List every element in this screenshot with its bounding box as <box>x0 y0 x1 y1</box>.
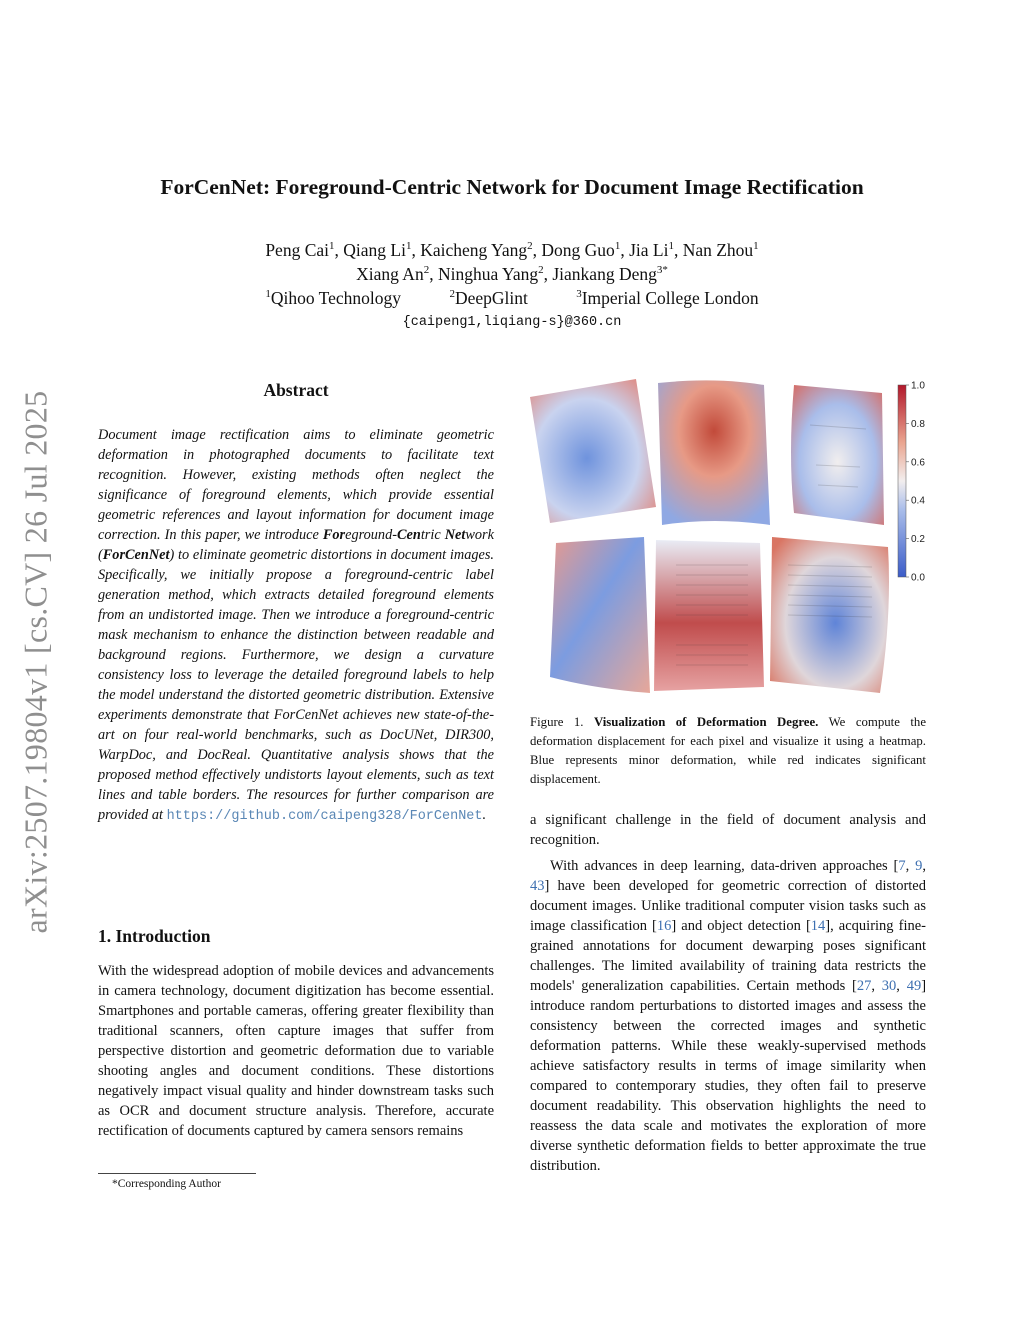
authors-line-2: Xiang An$^2$, Ninghua Yang$^2$, Jiankang Deng$^{3*}$ <box>356 264 668 284</box>
author: Peng Cai$^1$ <box>265 240 335 260</box>
deformed-document-4 <box>550 537 650 693</box>
arxiv-id: arXiv:2507.19804v1 [cs.CV] 26 Jul 2025 <box>17 390 54 934</box>
citation[interactable]: 14 <box>810 918 826 934</box>
author: Ninghua Yang$^2$ <box>437 264 544 284</box>
citation[interactable]: 16 <box>656 918 672 934</box>
deformed-document-2 <box>658 380 770 525</box>
introduction-body: With the widespread adoption of mobile devices and advancements in camera technology, document digitization has become essential. Smartphones and portable cameras, offering greater flexibility than traditional scanners, often capture images that suffer from perspective distortion and geometric deformation due to variable shooting angles and document conditions. These distortions negatively impact visual quality and hinder downstream tasks such as OCR and document structure analysis. Therefore, accurate rectification of documents captured by camera sensors remains <box>98 963 494 1139</box>
author: Jiankang Deng$^{3*}$ <box>552 264 668 284</box>
citation[interactable]: 30 <box>881 978 897 994</box>
deformed-document-3 <box>791 385 884 525</box>
affiliation: $^2$DeepGlint <box>449 288 528 308</box>
colorbar <box>898 385 906 577</box>
colorbar-ticks <box>906 381 925 584</box>
colorbar-tick-label: 0.6 <box>911 457 925 469</box>
deformed-document-1 <box>530 379 656 523</box>
citation[interactable]: 27 <box>856 978 872 994</box>
abstract-body: Document image rectification aims to eliminate geometric deformation in photographed documents to facilitate text recognition. However, existing methods often neglect the significance of foreground elements, which provide essential geometric references and layout information for document image correction. In this paper, we introduce Foreground-Centric Network (ForCenNet) to eliminate geometric distortions in document images. Specifically, we initially propose a foreground-centric label generation method, which extracts detailed foreground elements from an undistorted image. Then we introduce a foreground-centric mask mechanism to enhance the distinction between readable and background regions. Furthermore, we design a curvature consistency loss to leverage the detailed foreground labels to help the model understand the distorted geometric distribution. Extensive experiments demonstrate that ForCenNet achieves new state-of-the-art on four real-world benchmarks, such as DocUNet, DIR300, WarpDoc, and DocReal. Quantitative analysis shows that the proposed method effectively undistorts layout elements, such as text lines and table borders. The resources for further comparison are provided at https://github.com/caipeng328/ForCenNet. <box>98 427 494 824</box>
affiliation: $^1$Qihoo Technology <box>265 288 402 308</box>
footnote-rule <box>98 1173 256 1174</box>
paper-title: ForCenNet: Foreground-Centric Network for Document Image Rectification <box>160 175 864 199</box>
citation[interactable]: 7 <box>898 858 906 874</box>
github-link[interactable]: https://github.com/caipeng328/ForCenNet <box>166 809 483 824</box>
affiliation: $^3$Imperial College London <box>576 288 759 308</box>
colorbar-tick-label: 0.4 <box>911 495 925 507</box>
arxiv-stamp <box>12 375 60 950</box>
author: Jia Li$^1$ <box>629 240 674 260</box>
author: Dong Guo$^1$ <box>541 240 621 260</box>
footnote: *Corresponding Author <box>112 1178 221 1190</box>
deformed-document-6 <box>770 537 889 693</box>
citation[interactable]: 9 <box>915 858 923 874</box>
figure-1-heatmaps <box>526 375 928 700</box>
right-column-paragraph-2: With advances in deep learning, data-driven approaches [7, 9, 43] have been developed for geometric correction of distorted document images. Unlike traditional computer vision tasks such as image classification [16] and object detection [14], acquiring fine-grained annotations for document dewarping poses significant challenges. The limited availability of training data restricts the models' generalization capabilities. Certain methods [27, 30, 49] introduce random perturbations to distorted images and assess the consistency between the corrected images and synthetic deformation patterns. While these weakly-supervised methods achieve satisfactory results in terms of image similarity when compared to contemporary studies, they often fail to preserve document readability. This observation highlights the need to reassess the data scale and motivates the exploration of more diverse synthetic deformation fields to better approximate the true distribution. <box>530 858 927 1174</box>
author: Xiang An$^2$ <box>356 264 430 284</box>
colorbar-tick-label: 1.0 <box>911 380 925 392</box>
authors-line-1: Peng Cai$^1$, Qiang Li$^1$, Kaicheng Yang$^2$, Dong Guo$^1$, Jia Li$^1$, Nan Zhou$^1$ <box>265 240 759 260</box>
author: Kaicheng Yang$^2$ <box>420 240 533 260</box>
citation[interactable]: 49 <box>906 978 922 994</box>
figure-1-caption: Figure 1. Visualization of Deformation Degree. We compute the deformation displacement for each pixel and visualize it using a heatmap. Blue represents minor deformation, while red indicates significant displacement. <box>530 715 926 786</box>
colorbar-tick-label: 0.0 <box>911 572 925 584</box>
colorbar-tick-label: 0.2 <box>911 534 925 546</box>
abstract-heading: Abstract <box>263 380 329 400</box>
colorbar-tick-label: 0.8 <box>911 418 925 430</box>
citation[interactable]: 43 <box>530 878 545 894</box>
contact-email: {caipeng1,liqiang-s}@360.cn <box>402 315 622 330</box>
affiliations <box>0 288 1024 309</box>
heatmap-figure <box>526 375 928 700</box>
section-heading-introduction: 1. Introduction <box>98 926 211 946</box>
right-column-paragraph-1: a significant challenge in the field of document analysis and recognition. <box>530 812 926 848</box>
author: Nan Zhou$^1$ <box>682 240 759 260</box>
author: Qiang Li$^1$ <box>343 240 412 260</box>
